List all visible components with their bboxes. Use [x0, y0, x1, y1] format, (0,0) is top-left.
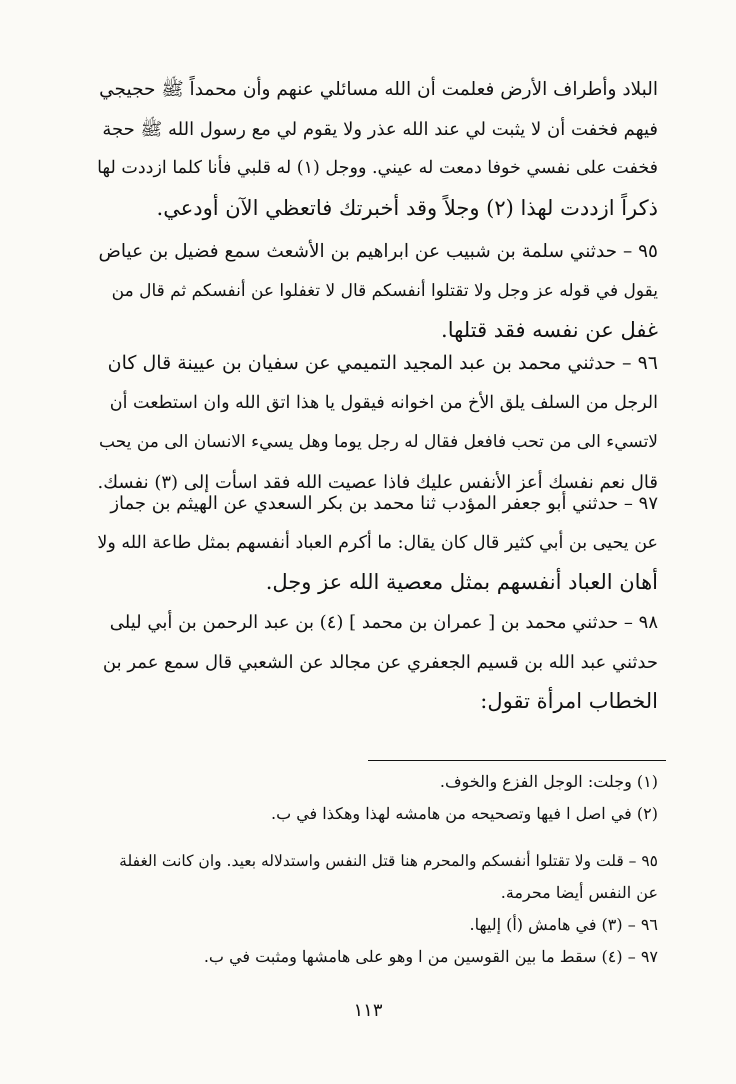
text-line: الخطاب امرأة تقول: [480, 689, 658, 713]
text-line: يقول في قوله عز وجل ولا تقتلوا أنفسكم قال لا تغفلوا عن أنفسكم ثم قال من [111, 280, 658, 301]
note-line: ٩٥ – قلت ولا تقتلوا أنفسكم والمحرم هنا قتل النفس واستدلاله بعيد. وان كانت الغفلة [119, 852, 658, 870]
paragraph-98 [98, 603, 658, 722]
text-line: ذكراً ازددت لهذا (٢) وجلاً وقد أخبرتك فاتعظي الآن أودعي. [156, 195, 658, 220]
note-line: عن النفس أيضا محرمة. [500, 883, 658, 902]
text-line: أهان العباد أنفسهم بمثل معصية الله عز وجل. [265, 570, 658, 594]
paragraph-97 [98, 484, 658, 603]
text-line: ٩٦ – حدثني محمد بن عبد المجيد التميمي عن سفيان بن عيينة قال كان [107, 352, 658, 374]
footnote-separator [368, 760, 666, 761]
footnote-line: (١) وجلت: الوجل الفزع والخوف. [439, 772, 658, 791]
footnote-line: (٢) في اصل ا فيها وتصحيحه من هامشه لهذا وهكذا في ب. [270, 804, 658, 823]
text-line: غفل عن نفسه فقد قتلها. [441, 318, 658, 342]
text-line: ٩٧ – حدثني أبو جعفر المؤدب ثنا محمد بن بكر السعدي عن الهيثم بن جماز [110, 493, 658, 514]
editor-notes [110, 845, 658, 973]
text-line: حدثني عبد الله بن قسيم الجعفري عن مجالد عن الشعبي قال سمع عمر بن [102, 651, 658, 673]
note-line: ٩٧ – (٤) سقط ما بين القوسين من ا وهو على هامشها ومثبت في ب. [203, 947, 658, 966]
page-number: ١١٣ [353, 1000, 383, 1021]
text-line: قال نعم نفسك أعز الأنفس عليك فاذا عصيت الله فقد اسأت إلى (٣) نفسك. [97, 471, 658, 493]
text-line: الرجل من السلف يلق الأخ من اخوانه فيقول يا هذا اتق الله وان استطعت أن [109, 392, 658, 413]
text-line: لاتسيء الى من تحب فافعل فقال له رجل يوما وهل يسيء الانسان الى من يحب [99, 432, 658, 452]
text-line: ٩٥ – حدثني سلمة بن شبيب عن ابراهيم بن الأشعث سمع فضيل بن عياض [98, 241, 658, 262]
text-line: فيهم فخفت أن لا يثبت لي عند الله عذر ولا يقوم لي مع رسول الله ﷺ حجة [102, 118, 658, 140]
text-line: البلاد وأطراف الأرض فعلمت أن الله مسائلي عنهم وأن محمداً ﷺ حجيجي [99, 79, 658, 100]
text-line: عن يحيى بن أبي كثير قال كان يقال: ما أكرم العباد أنفسهم بمثل طاعة الله ولا [97, 532, 658, 553]
text-line: فخفت على نفسي خوفا دمعت له عيني. ووجل (١) له قلبي فأنا كلما ازددت لها [97, 158, 658, 178]
paragraph-95 [98, 232, 658, 351]
text-line: ٩٨ – حدثني محمد بن [ عمران بن محمد ] (٤) بن عبد الرحمن بن أبي ليلى [109, 612, 658, 633]
footnotes [110, 766, 658, 830]
note-line: ٩٦ – (٣) في هامش (أ) إليها. [469, 915, 658, 934]
paragraph-96 [98, 344, 658, 502]
paragraph-94-continuation [98, 70, 658, 228]
